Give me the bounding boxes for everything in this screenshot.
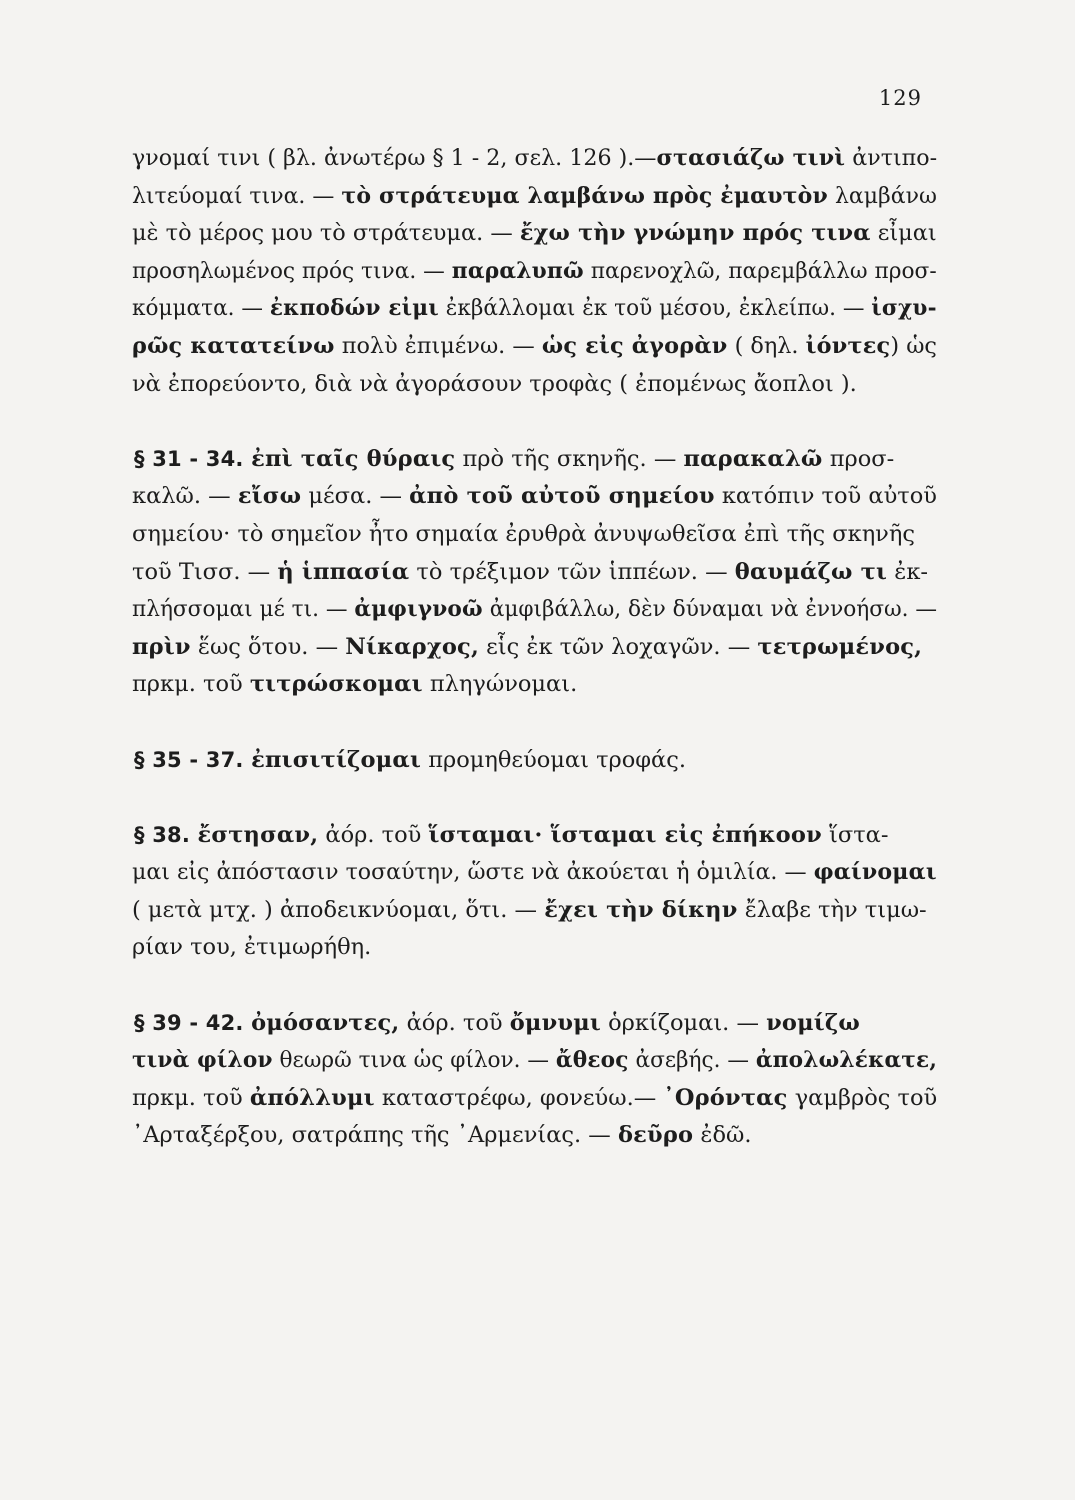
gloss-text: πολὺ ἐπιμένω. — bbox=[334, 332, 542, 359]
section-marker: § 39 - 42. bbox=[134, 1010, 252, 1035]
gloss-text: γνομαί τινι ( βλ. ἀνωτέρω § 1 - 2, σελ. 126 ).— bbox=[132, 145, 657, 171]
text-line bbox=[132, 629, 937, 667]
gloss-text: τὸ τρέξιμον τῶν ἱππέων. — bbox=[409, 558, 735, 585]
text-line bbox=[132, 854, 937, 892]
gloss-text: εἶμαι bbox=[870, 220, 937, 247]
headword: θαυμάζω τι bbox=[734, 558, 888, 585]
text-line bbox=[132, 290, 937, 328]
headword: ἰσχυ- bbox=[871, 295, 937, 322]
text-line bbox=[132, 666, 937, 704]
headword: ᾿Ορόντας bbox=[663, 1084, 788, 1111]
gloss-text: νὰ ἐπορεύοντο, διὰ νὰ ἀγοράσουν τροφὰς ( ἐπομένως ἄοπλοι ). bbox=[132, 370, 857, 397]
text-line bbox=[132, 178, 937, 216]
headword: ἔστησαν, bbox=[197, 821, 319, 848]
gloss-text: ( δηλ. bbox=[727, 332, 806, 359]
headword: ἔχω τὴν γνώμην πρός τινα bbox=[519, 220, 871, 247]
gloss-text: ἵστα- bbox=[821, 821, 889, 848]
gloss-text: πρκμ. τοῦ bbox=[132, 671, 250, 698]
text-line bbox=[132, 1080, 937, 1118]
gloss-text: ἕως ὅτου. — bbox=[190, 633, 346, 660]
text-line bbox=[132, 554, 937, 592]
gloss-text: πληγώνομαι. bbox=[422, 671, 578, 698]
gloss-text: προμηθεύομαι τροφάς. bbox=[421, 746, 687, 773]
headword: τὸ στράτευμα λαμβάνω πρὸς ἐμαυτὸν bbox=[341, 182, 828, 209]
headword: τετρωμένος, bbox=[757, 633, 923, 660]
headword: δεῦρο bbox=[617, 1122, 694, 1149]
paragraph bbox=[132, 441, 937, 704]
text-line bbox=[132, 478, 937, 516]
headword: στασιάζω τινὶ bbox=[656, 145, 846, 171]
gloss-text: εἷς ἐκ τῶν λοχαγῶν. — bbox=[479, 633, 758, 660]
text-line bbox=[132, 1005, 937, 1043]
section-marker: § 38. bbox=[134, 822, 198, 847]
headword: ὀμόσαντες, bbox=[251, 1009, 400, 1036]
gloss-text: μὲ τὸ μέρος μου τὸ στράτευμα. — bbox=[132, 220, 520, 247]
headword: ἐπισιτίζομαι bbox=[251, 746, 422, 773]
gloss-text: ἔλαβε τὴν τιμω- bbox=[737, 896, 927, 923]
text-line bbox=[132, 140, 938, 178]
headword: ὡς εἰς ἀγορὰν bbox=[541, 332, 728, 359]
text-line bbox=[132, 328, 937, 366]
paragraph-gap bbox=[132, 779, 937, 817]
paragraph bbox=[132, 140, 937, 403]
gloss-text: καταστρέφω, φονεύω.— bbox=[374, 1084, 664, 1111]
headword: ἰόντες bbox=[805, 332, 891, 359]
gloss-text: ) ὡς bbox=[890, 332, 937, 359]
headword: νομίζω bbox=[766, 1009, 861, 1036]
headword: παραλυπῶ bbox=[451, 257, 584, 284]
paragraph-gap bbox=[132, 704, 937, 742]
headword: ρῶς κατατείνω bbox=[132, 332, 335, 359]
gloss-text: παρενοχλῶ, παρεμβάλλω προσ- bbox=[583, 257, 937, 284]
section-marker: § 35 - 37. bbox=[134, 747, 252, 772]
text-line bbox=[132, 366, 937, 404]
gloss-text: καλῶ. — bbox=[132, 483, 238, 510]
gloss-text: ἀσεβής. — bbox=[628, 1047, 756, 1074]
text-line bbox=[132, 591, 938, 629]
gloss-text: ἐκ- bbox=[887, 558, 929, 585]
paragraph-gap bbox=[132, 403, 937, 441]
gloss-text: ρίαν του, ἐτιμωρήθη. bbox=[132, 934, 372, 961]
section-marker: § 31 - 34. bbox=[134, 446, 252, 471]
headword: φαίνομαι bbox=[813, 859, 937, 886]
text-line bbox=[132, 253, 937, 291]
headword: ἀμφιγνοῶ bbox=[354, 596, 483, 623]
page-number: 129 bbox=[878, 86, 922, 110]
text-line bbox=[132, 817, 937, 855]
gloss-text: ὁρκίζομαι. — bbox=[600, 1009, 767, 1036]
text-line bbox=[132, 892, 937, 930]
text-line bbox=[132, 1117, 937, 1155]
text-line bbox=[132, 441, 937, 479]
gloss-text: μέσα. — bbox=[301, 483, 410, 510]
headword: ἐκποδών εἰμι bbox=[269, 295, 439, 322]
headword: ὄμνυμι bbox=[509, 1009, 601, 1036]
gloss-text: προσ- bbox=[822, 445, 895, 472]
headword: εἴσω bbox=[237, 483, 302, 510]
gloss-text: προσηλωμένος πρός τινα. — bbox=[132, 257, 452, 284]
headword: παρακαλῶ bbox=[683, 445, 823, 472]
paragraph bbox=[132, 1005, 937, 1155]
text-line bbox=[132, 742, 937, 780]
headword: ἀπὸ τοῦ αὐτοῦ σημείου bbox=[409, 483, 715, 510]
headword: τινὰ φίλον bbox=[132, 1047, 273, 1074]
paragraph-gap bbox=[132, 967, 937, 1005]
gloss-text: θεωρῶ τινα ὡς φίλον. — bbox=[272, 1047, 556, 1074]
gloss-text: ἐκβάλλομαι ἐκ τοῦ μέσου, ἐκλείπω. — bbox=[438, 295, 872, 322]
gloss-text: ἀόρ. τοῦ bbox=[399, 1009, 510, 1036]
paragraph bbox=[132, 742, 937, 780]
text-line bbox=[132, 1042, 938, 1080]
gloss-text: λιτεύομαί τινα. — bbox=[132, 182, 342, 209]
gloss-text: ᾿Αρταξέρξου, σατράπης τῆς ᾿Αρμενίας. — bbox=[132, 1122, 618, 1149]
headword: ἡ ἱππασία bbox=[277, 558, 410, 585]
gloss-text: ἀόρ. τοῦ bbox=[318, 821, 429, 848]
headword: πρὶν bbox=[132, 633, 191, 660]
gloss-text: ἀμφιβάλλω, δὲν δύναμαι νὰ ἐννοήσω. — bbox=[482, 596, 938, 623]
headword: ἀπόλλυμι bbox=[249, 1084, 375, 1111]
headword: τιτρώσκομαι bbox=[249, 671, 423, 698]
headword: Νίκαρχος, bbox=[345, 633, 479, 660]
headword: ἵσταμαι· ἵσταμαι εἰς ἐπήκοον bbox=[428, 821, 822, 848]
paragraph bbox=[132, 817, 937, 967]
gloss-text: πρὸ τῆς σκηνῆς. — bbox=[455, 445, 684, 472]
glossary-text bbox=[132, 140, 937, 1155]
text-line bbox=[132, 929, 937, 967]
gloss-text: ( μετὰ μτχ. ) ἀποδεικνύομαι, ὅτι. — bbox=[132, 896, 545, 923]
gloss-text: τοῦ Τισσ. — bbox=[132, 558, 278, 585]
gloss-text: γαμβρὸς τοῦ bbox=[787, 1084, 938, 1111]
text-line bbox=[132, 215, 937, 253]
gloss-text: πρκμ. τοῦ bbox=[132, 1084, 250, 1111]
headword: ἔχει τὴν δίκην bbox=[544, 896, 738, 923]
headword: ἄθεος bbox=[555, 1047, 629, 1074]
headword: ἀπολωλέκατε, bbox=[755, 1047, 938, 1074]
gloss-text: ἀντιπο- bbox=[845, 145, 938, 171]
gloss-text: κόμματα. — bbox=[132, 295, 270, 322]
text-line bbox=[132, 516, 937, 554]
gloss-text: σημείου· τὸ σημεῖον ἦτο σημαία ἐρυθρὰ ἀνυψωθεῖσα ἐπὶ τῆς σκηνῆς bbox=[132, 520, 915, 547]
gloss-text: μαι εἰς ἀπόστασιν τοσαύτην, ὥστε νὰ ἀκούεται ἡ ὁμιλία. — bbox=[132, 859, 814, 886]
gloss-text: κατόπιν τοῦ αὐτοῦ bbox=[714, 483, 937, 510]
gloss-text: πλήσσομαι μέ τι. — bbox=[132, 596, 355, 623]
gloss-text: ἐδῶ. bbox=[693, 1122, 752, 1149]
headword: ἐπὶ ταῖς θύραις bbox=[251, 445, 456, 472]
gloss-text: λαμβάνω bbox=[827, 182, 937, 209]
